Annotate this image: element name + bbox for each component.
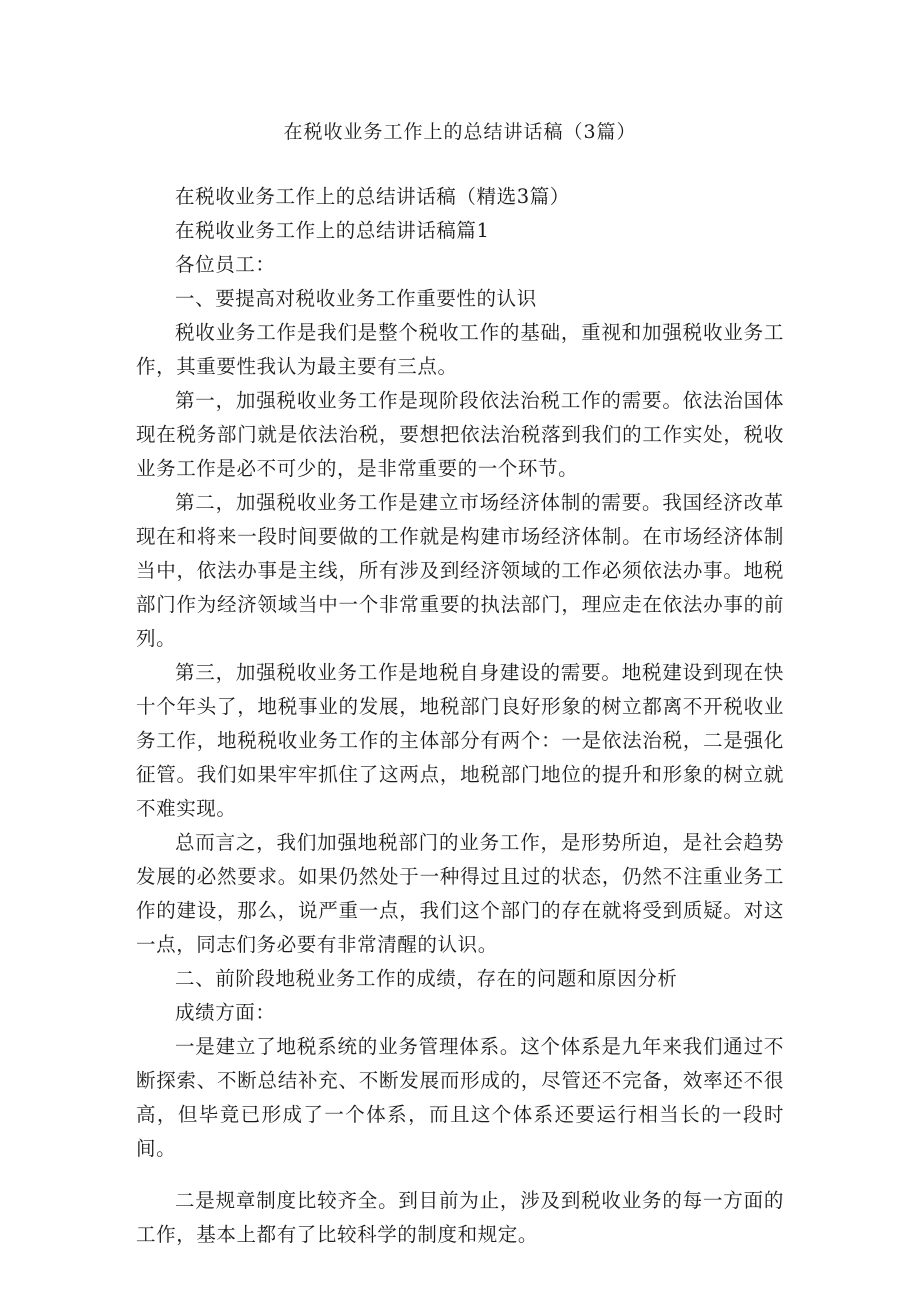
salutation: 各位员工： — [175, 253, 276, 276]
paragraph-summary: 总而言之，我们加强地税部门的业务工作，是形势所迫，是社会趋势发展的必然要求。如果仍然处于一种得过且过的状态，仍然不注重业务工作的建设，那么，说严重一点，我们这个部门的存在就将受到质疑。对这一点，同志们务必要有非常清醒的认识。 — [136, 831, 784, 956]
section-heading-part-1: 在税收业务工作上的总结讲话稿篇1 — [175, 219, 490, 242]
subheading-achievements: 成绩方面： — [175, 1001, 276, 1024]
paragraph-point-three: 第三，加强税收业务工作是地税自身建设的需要。地税建设到现在快十个年头了，地税事业的发展，地税部门良好形象的树立都离不开税收业务工作，地税税收业务工作的主体部分有两个：一是依法治税，二是强化征管。我们如果牢牢抓住了这两点，地税部门地位的提升和形象的树立就不难实现。 — [136, 661, 784, 820]
document-body — [136, 180, 784, 1252]
paragraph-point-two: 第二，加强税收业务工作是建立市场经济体制的需要。我国经济改革现在和将来一段时间要做的工作就是构建市场经济体制。在市场经济体制当中，依法办事是主线，所有涉及到经济领域的工作必须依法办事。地税部门作为经济领域当中一个非常重要的执法部门，理应走在依法办事的前列。 — [136, 491, 784, 650]
document-title: 在税收业务工作上的总结讲话稿（3篇） — [283, 121, 637, 143]
paragraph-foundation: 税收业务工作是我们是整个税收工作的基础，重视和加强税收业务工作，其重要性我认为最主要有三点。 — [136, 321, 784, 378]
heading-importance: 一、要提高对税收业务工作重要性的认识 — [175, 287, 537, 310]
paragraph-achievement-one: 一是建立了地税系统的业务管理体系。这个体系是九年来我们通过不断探索、不断总结补充、不断发展而形成的，尽管还不完备，效率还不很高，但毕竟已形成了一个体系，而且这个体系还要运行相当长的一段时间。 — [136, 1035, 784, 1160]
heading-achievements-problems: 二、前阶段地税业务工作的成绩，存在的问题和原因分析 — [175, 967, 678, 990]
subtitle-paragraph: 在税收业务工作上的总结讲话稿（精选3篇） — [175, 185, 570, 208]
paragraph-achievement-two: 二是规章制度比较齐全。到目前为止，涉及到税收业务的每一方面的工作，基本上都有了比较科学的制度和规定。 — [136, 1189, 784, 1246]
paragraph-point-one: 第一，加强税收业务工作是现阶段依法治税工作的需要。依法治国体现在税务部门就是依法治税，要想把依法治税落到我们的工作实处，税收业务工作是必不可少的，是非常重要的一个环节。 — [136, 389, 784, 480]
